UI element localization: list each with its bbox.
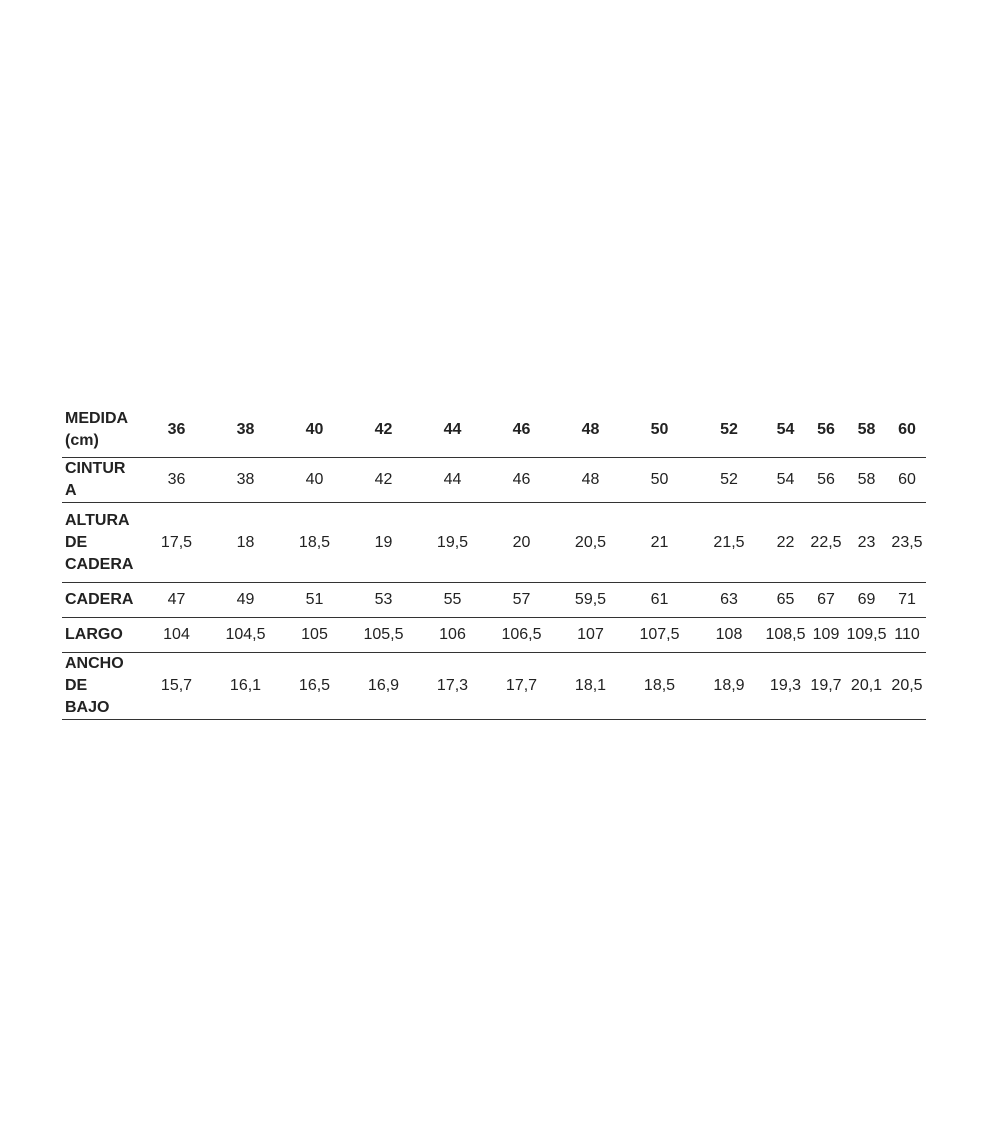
table-row — [62, 653, 926, 720]
table-cell: 19 — [349, 503, 418, 583]
table-cell: 23,5 — [888, 503, 926, 583]
row-label: CINTURA — [62, 458, 142, 503]
table-cell: 63 — [694, 583, 764, 618]
table-cell: 19,7 — [807, 653, 845, 720]
table-cell: 105 — [280, 618, 349, 653]
table-cell: 107,5 — [625, 618, 694, 653]
table-cell: 19,5 — [418, 503, 487, 583]
table-cell: 20,5 — [888, 653, 926, 720]
table-cell: 107 — [556, 618, 625, 653]
table-cell: 109,5 — [845, 618, 888, 653]
table-cell: 108,5 — [764, 618, 807, 653]
table-cell: 47 — [142, 583, 211, 618]
table-cell: 57 — [487, 583, 556, 618]
table-cell: 40 — [280, 458, 349, 503]
row-label: ANCHO DE BAJO — [62, 653, 142, 720]
table-cell: 22 — [764, 503, 807, 583]
size-header: 60 — [888, 402, 926, 458]
header-label: MEDIDA (cm) — [62, 402, 142, 458]
table-cell: 52 — [694, 458, 764, 503]
table-cell: 104,5 — [211, 618, 280, 653]
table-row — [62, 618, 926, 653]
table-cell: 67 — [807, 583, 845, 618]
table-cell: 49 — [211, 583, 280, 618]
table-cell: 51 — [280, 583, 349, 618]
table-row — [62, 458, 926, 503]
size-header: 58 — [845, 402, 888, 458]
table-cell: 54 — [764, 458, 807, 503]
table-cell: 18,5 — [625, 653, 694, 720]
table-cell: 53 — [349, 583, 418, 618]
table-cell: 60 — [888, 458, 926, 503]
table-cell: 16,5 — [280, 653, 349, 720]
table-cell: 22,5 — [807, 503, 845, 583]
table-cell: 59,5 — [556, 583, 625, 618]
table-cell: 17,3 — [418, 653, 487, 720]
row-label: ALTURA DE CADERA — [62, 503, 142, 583]
table-cell: 71 — [888, 583, 926, 618]
table-cell: 61 — [625, 583, 694, 618]
table-cell: 23 — [845, 503, 888, 583]
table-cell: 21 — [625, 503, 694, 583]
size-header: 38 — [211, 402, 280, 458]
table-cell: 18,1 — [556, 653, 625, 720]
table-cell: 104 — [142, 618, 211, 653]
table-cell: 20 — [487, 503, 556, 583]
header-row — [62, 402, 926, 458]
size-header: 44 — [418, 402, 487, 458]
table-cell: 106 — [418, 618, 487, 653]
table-cell: 15,7 — [142, 653, 211, 720]
table-cell: 18,9 — [694, 653, 764, 720]
size-header: 40 — [280, 402, 349, 458]
table-cell: 48 — [556, 458, 625, 503]
table-cell: 17,7 — [487, 653, 556, 720]
table-cell: 108 — [694, 618, 764, 653]
size-header: 52 — [694, 402, 764, 458]
table-cell: 16,9 — [349, 653, 418, 720]
table-cell: 19,3 — [764, 653, 807, 720]
table-cell: 44 — [418, 458, 487, 503]
row-label: CADERA — [62, 583, 142, 618]
table-cell: 20,1 — [845, 653, 888, 720]
size-header: 54 — [764, 402, 807, 458]
table-row — [62, 583, 926, 618]
table-cell: 17,5 — [142, 503, 211, 583]
table-cell: 18,5 — [280, 503, 349, 583]
table-row — [62, 503, 926, 583]
table-cell: 42 — [349, 458, 418, 503]
table-cell: 46 — [487, 458, 556, 503]
row-label: LARGO — [62, 618, 142, 653]
table-cell: 38 — [211, 458, 280, 503]
table-cell: 69 — [845, 583, 888, 618]
table-cell: 55 — [418, 583, 487, 618]
size-header: 36 — [142, 402, 211, 458]
table-cell: 18 — [211, 503, 280, 583]
size-header: 48 — [556, 402, 625, 458]
size-header: 50 — [625, 402, 694, 458]
size-header: 56 — [807, 402, 845, 458]
table-cell: 56 — [807, 458, 845, 503]
size-chart-table — [62, 402, 926, 720]
table-cell: 105,5 — [349, 618, 418, 653]
table-cell: 110 — [888, 618, 926, 653]
table-cell: 106,5 — [487, 618, 556, 653]
table-cell: 50 — [625, 458, 694, 503]
size-header: 46 — [487, 402, 556, 458]
table-cell: 36 — [142, 458, 211, 503]
table-cell: 109 — [807, 618, 845, 653]
table-cell: 20,5 — [556, 503, 625, 583]
table-cell: 16,1 — [211, 653, 280, 720]
table-cell: 65 — [764, 583, 807, 618]
table-cell: 21,5 — [694, 503, 764, 583]
size-header: 42 — [349, 402, 418, 458]
table-cell: 58 — [845, 458, 888, 503]
